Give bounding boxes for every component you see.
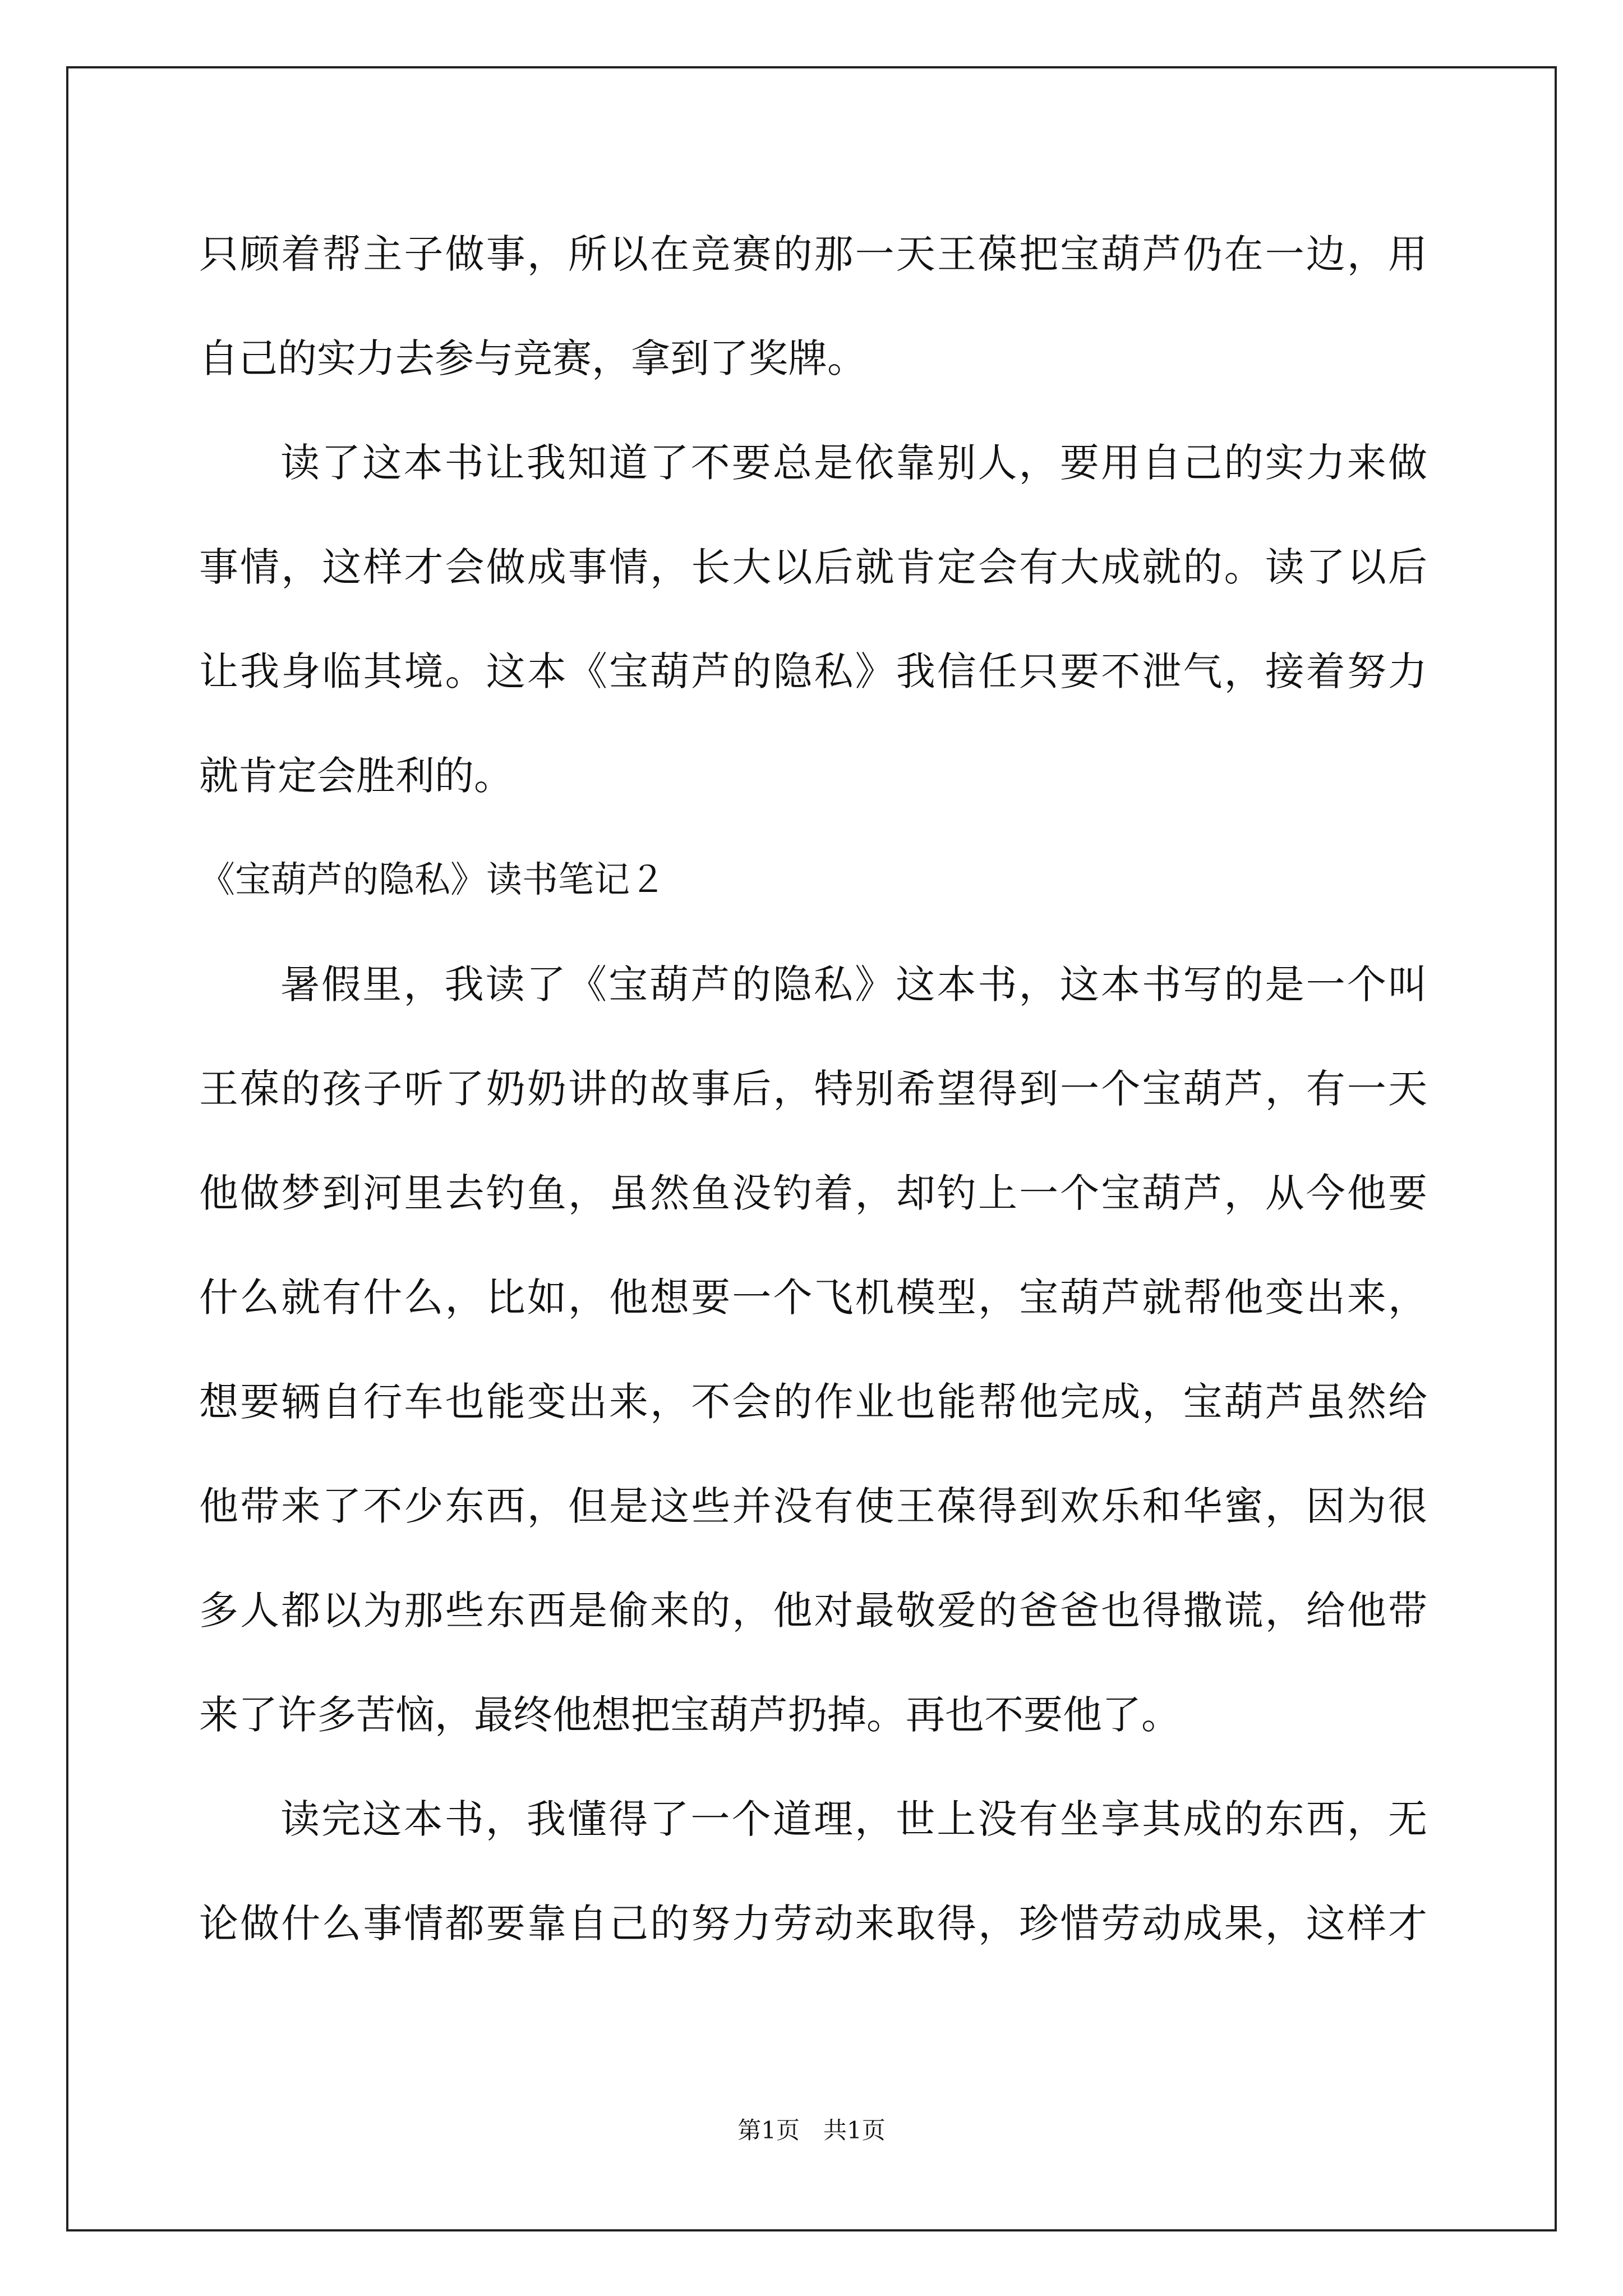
section-heading: 《宝葫芦的隐私》读书笔记２ (199, 859, 666, 901)
text-line: 王葆的孩子听了奶奶讲的故事后，特别希望得到一个宝葫芦，有一天 (199, 1066, 1427, 1112)
text-line: 他带来了不少东西，但是这些并没有使王葆得到欢乐和华蜜，因为很 (199, 1483, 1427, 1529)
text-line: 想要辆自行车也能变出来，不会的作业也能帮他完成，宝葫芦虽然给 (199, 1379, 1427, 1425)
paragraph-start-line: 暑假里，我读了《宝葫芦的隐私》这本书，这本书写的是一个叫 (280, 961, 1427, 1007)
text-line: 什么就有什么，比如，他想要一个飞机模型，宝葫芦就帮他变出来， (199, 1274, 1427, 1320)
text-line: 只顾着帮主子做事，所以在竞赛的那一天王葆把宝葫芦仍在一边，用 (199, 231, 1427, 277)
text-line: 自己的实力去参与竞赛，拿到了奖牌。 (199, 335, 866, 381)
text-line: 让我身临其境。这本《宝葫芦的隐私》我信任只要不泄气，接着努力 (199, 648, 1427, 694)
document-body (199, 202, 1427, 1976)
paragraph-start-line: 读完这本书，我懂得了一个道理，世上没有坐享其成的东西，无 (280, 1796, 1427, 1842)
text-line: 他做梦到河里去钓鱼，虽然鱼没钓着，却钓上一个宝葫芦，从今他要 (199, 1170, 1427, 1216)
text-line: 就肯定会胜利的。 (199, 753, 513, 799)
paragraph-start-line: 读了这本书让我知道了不要总是依靠别人，要用自己的实力来做 (280, 440, 1427, 486)
text-line: 多人都以为那些东西是偷来的，他对最敬爱的爸爸也得撒谎，给他带 (199, 1588, 1427, 1634)
page-footer: 第1页 共1页 (737, 2116, 886, 2144)
text-line: 事情，这样才会做成事情，长大以后就肯定会有大成就的。读了以后 (199, 544, 1427, 590)
text-line: 来了许多苦恼，最终他想把宝葫芦扔掉。再也不要他了。 (199, 1692, 1181, 1738)
text-line: 论做什么事情都要靠自己的努力劳动来取得，珍惜劳动成果，这样才 (199, 1901, 1427, 1947)
